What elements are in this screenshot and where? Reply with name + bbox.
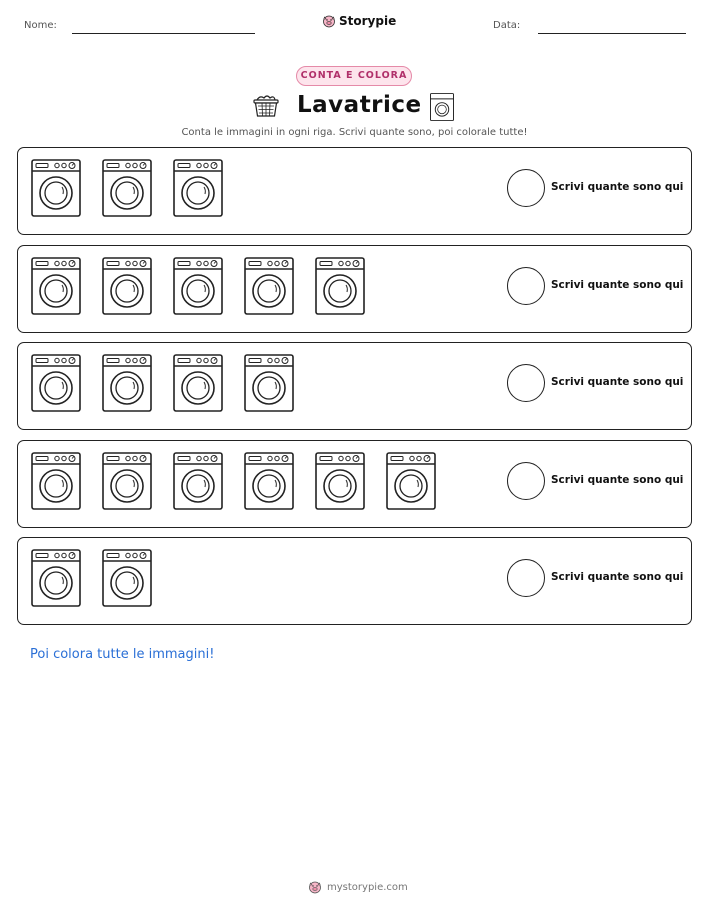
washing-machine-icon [173, 452, 223, 510]
answer-circle[interactable] [507, 462, 545, 500]
washing-machine-icon [102, 549, 152, 607]
date-label: Data: [493, 20, 521, 31]
page-title: Lavatrice [297, 92, 422, 118]
answer-circle[interactable] [507, 364, 545, 402]
pig-mascot-icon [322, 14, 336, 28]
title-row [0, 92, 709, 122]
counting-row [17, 245, 692, 333]
footer-note: Poi colora tutte le immagini! [30, 647, 215, 662]
brand-logo [322, 14, 396, 28]
answer-label: Scrivi quante sono qui [551, 571, 684, 583]
counting-row [17, 342, 692, 430]
washing-machine-icon [173, 257, 223, 315]
washing-machine-icon [102, 354, 152, 412]
counting-row [17, 147, 692, 235]
washing-machine-icon [31, 354, 81, 412]
instructions: Conta le immagini in ogni riga. Scrivi quante sono, poi colorale tutte! [181, 127, 528, 138]
washing-machine-icon [31, 549, 81, 607]
activity-badge: CONTA E COLORA [296, 66, 412, 86]
answer-circle[interactable] [507, 559, 545, 597]
site-footer [308, 880, 408, 894]
washing-machine-icon [244, 354, 294, 412]
washing-machine-icon [102, 159, 152, 217]
washing-machine-icon [430, 92, 454, 122]
washing-machine-icon [315, 452, 365, 510]
answer-label: Scrivi quante sono qui [551, 376, 684, 388]
laundry-basket-icon [252, 94, 280, 118]
washing-machine-icon [31, 257, 81, 315]
washing-machine-icon [386, 452, 436, 510]
answer-circle[interactable] [507, 267, 545, 305]
washing-machine-icon [173, 159, 223, 217]
counting-row [17, 537, 692, 625]
counting-row [17, 440, 692, 528]
washing-machine-icon [315, 257, 365, 315]
date-line [538, 33, 686, 34]
site-url: mystorypie.com [327, 881, 408, 893]
name-line [72, 33, 255, 34]
washing-machine-icon [173, 354, 223, 412]
washing-machine-icon [244, 452, 294, 510]
washing-machine-icon [31, 452, 81, 510]
name-label: Nome: [24, 20, 57, 31]
washing-machine-icon [102, 452, 152, 510]
washing-machine-icon [102, 257, 152, 315]
brand-name: Storypie [339, 14, 397, 28]
washing-machine-icon [244, 257, 294, 315]
pig-mascot-icon [308, 880, 322, 894]
answer-label: Scrivi quante sono qui [551, 473, 684, 486]
washing-machine-icon [31, 159, 81, 217]
answer-circle[interactable] [507, 169, 545, 207]
answer-label: Scrivi quante sono qui [551, 278, 684, 291]
worksheet-header [0, 0, 709, 50]
answer-label: Scrivi quante sono qui [551, 181, 684, 193]
